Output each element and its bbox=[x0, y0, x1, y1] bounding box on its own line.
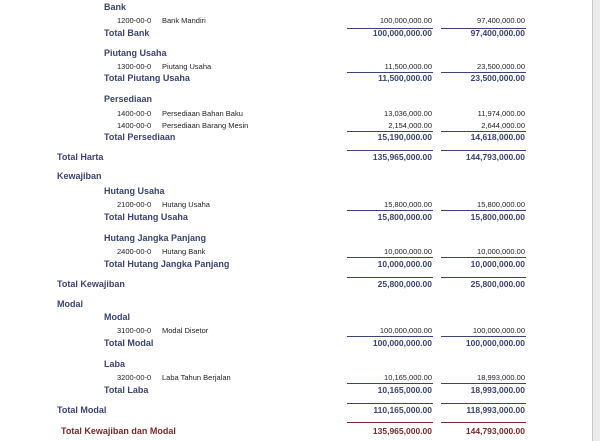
section-rule bbox=[441, 150, 526, 151]
grand-total-rule bbox=[347, 422, 433, 423]
amount-col1: 10,000,000.00 bbox=[384, 247, 432, 256]
subtotal-rule bbox=[347, 383, 433, 384]
account-code: 3200-00-0 bbox=[117, 373, 152, 382]
section-rule bbox=[347, 277, 433, 278]
amount-col2: 10,000,000.00 bbox=[477, 247, 525, 256]
total-modal-col2: 118,993,000.00 bbox=[466, 405, 525, 415]
account-code: 2400-00-0 bbox=[117, 247, 152, 256]
section-rule bbox=[441, 403, 526, 404]
amount-col1: 100,000,000.00 bbox=[379, 326, 432, 335]
group-heading-bank: Bank bbox=[104, 2, 127, 12]
subtotal-rule bbox=[347, 336, 433, 337]
total-persediaan-col1: 15,190,000.00 bbox=[377, 132, 432, 142]
grand-total-col1: 135,965,000.00 bbox=[372, 426, 432, 436]
total-hutang-jangka-panjang-col1: 10,000,000.00 bbox=[377, 259, 432, 269]
group-heading-laba: Laba bbox=[104, 359, 126, 369]
total-hutang-usaha-label: Total Hutang Usaha bbox=[104, 212, 188, 222]
account-name: Piutang Usaha bbox=[162, 62, 212, 71]
total-kewajiban-col1: 25,800,000.00 bbox=[377, 279, 432, 289]
total-modal-sub-col2: 100,000,000.00 bbox=[465, 338, 525, 348]
account-code: 1400-00-0 bbox=[117, 121, 152, 130]
total-harta-col2: 144,793,000.00 bbox=[465, 152, 525, 162]
total-bank-label: Total Bank bbox=[104, 28, 150, 38]
account-name: Persediaan Bahan Baku bbox=[162, 109, 243, 118]
total-modal-col1: 110,165,000.00 bbox=[373, 405, 432, 415]
total-harta-col1: 135,965,000.00 bbox=[372, 152, 432, 162]
amount-col1: 2,154,000.00 bbox=[388, 121, 432, 130]
account-code: 1200-00-0 bbox=[117, 16, 152, 25]
group-heading-modal: Modal bbox=[104, 312, 130, 322]
subtotal-rule bbox=[347, 210, 433, 211]
section-heading-kewajiban: Kewajiban bbox=[57, 171, 102, 181]
section-rule bbox=[347, 403, 433, 404]
account-code: 1300-00-0 bbox=[117, 62, 152, 71]
group-heading-hutang-jangka-panjang: Hutang Jangka Panjang bbox=[104, 233, 207, 243]
total-laba-label: Total Laba bbox=[104, 385, 149, 395]
total-piutang-label: Total Piutang Usaha bbox=[104, 73, 190, 83]
total-kewajiban-label: Total Kewajiban bbox=[57, 279, 125, 289]
total-modal-sub-label: Total Modal bbox=[104, 338, 154, 348]
total-modal-label: Total Modal bbox=[57, 405, 107, 415]
amount-col1: 15,800,000.00 bbox=[384, 200, 432, 209]
group-heading-hutang-usaha: Hutang Usaha bbox=[104, 186, 165, 196]
group-heading-piutang: Piutang Usaha bbox=[104, 48, 167, 58]
account-code: 2100-00-0 bbox=[117, 200, 152, 209]
subtotal-rule bbox=[441, 383, 526, 384]
amount-col2: 11,974,000.00 bbox=[477, 109, 525, 118]
total-hutang-usaha-col2: 15,800,000.00 bbox=[470, 212, 525, 222]
subtotal-rule bbox=[347, 257, 433, 258]
section-rule bbox=[347, 150, 433, 151]
total-modal-sub-col1: 100,000,000.00 bbox=[372, 338, 432, 348]
section-heading-modal: Modal bbox=[57, 299, 83, 309]
account-code: 1400-00-0 bbox=[117, 109, 152, 118]
account-name: Persediaan Barang Mesin bbox=[162, 121, 249, 130]
account-name: Modal Disetor bbox=[162, 326, 209, 335]
account-name: Hutang Usaha bbox=[162, 200, 210, 209]
amount-col2: 18,993,000.00 bbox=[477, 373, 525, 382]
total-hutang-usaha-col1: 15,800,000.00 bbox=[377, 212, 432, 222]
total-laba-col1: 10,165,000.00 bbox=[377, 385, 432, 395]
total-bank-col2: 97,400,000.00 bbox=[470, 28, 525, 38]
amount-col2: 97,400,000.00 bbox=[477, 16, 525, 25]
total-piutang-col1: 11,500,000.00 bbox=[378, 73, 432, 83]
total-harta-label: Total Harta bbox=[57, 152, 104, 162]
subtotal-rule bbox=[441, 336, 526, 337]
amount-col2: 2,644,000.00 bbox=[481, 121, 525, 130]
total-bank-col1: 100,000,000.00 bbox=[372, 28, 432, 38]
total-persediaan-col2: 14,618,000.00 bbox=[470, 132, 525, 142]
amount-col2: 100,000,000.00 bbox=[472, 326, 525, 335]
total-persediaan-label: Total Persediaan bbox=[104, 132, 176, 142]
subtotal-rule bbox=[441, 257, 526, 258]
account-code: 3100-00-0 bbox=[117, 326, 152, 335]
total-hutang-jangka-panjang-col2: 10,000,000.00 bbox=[470, 259, 525, 269]
subtotal-rule bbox=[441, 210, 526, 211]
group-heading-persediaan: Persediaan bbox=[104, 94, 153, 104]
total-piutang-col2: 23,500,000.00 bbox=[470, 73, 525, 83]
total-kewajiban-col2: 25,800,000.00 bbox=[470, 279, 525, 289]
grand-total-rule bbox=[441, 422, 526, 423]
total-laba-col2: 18,993,000.00 bbox=[470, 385, 525, 395]
window-edge bbox=[592, 0, 600, 441]
account-name: Bank Mandiri bbox=[162, 16, 206, 25]
total-hutang-jangka-panjang-label: Total Hutang Jangka Panjang bbox=[104, 259, 230, 269]
amount-col2: 23,500,000.00 bbox=[477, 62, 525, 71]
amount-col1: 100,000,000.00 bbox=[379, 16, 432, 25]
amount-col1: 13,036,000.00 bbox=[384, 109, 432, 118]
grand-total-label: Total Kewajiban dan Modal bbox=[61, 426, 176, 436]
grand-total-col2: 144,793,000.00 bbox=[465, 426, 525, 436]
amount-col1: 10,165,000.00 bbox=[384, 373, 432, 382]
amount-col1: 11,500,000.00 bbox=[384, 62, 432, 71]
amount-col2: 15,800,000.00 bbox=[477, 200, 525, 209]
section-rule bbox=[441, 277, 526, 278]
account-name: Hutang Bank bbox=[162, 247, 206, 256]
account-name: Laba Tahun Berjalan bbox=[162, 373, 231, 382]
